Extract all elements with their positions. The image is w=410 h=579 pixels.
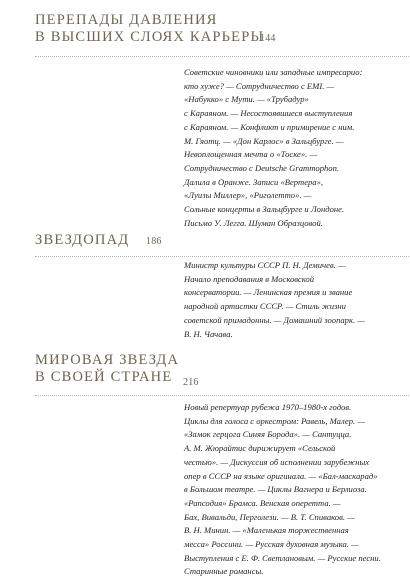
chapter-title-line-1: ЗВЕЗДОПАД (35, 232, 130, 248)
summary-line: опер в СССР на языке оригинала. — «Бал-маскарад» (184, 470, 378, 481)
summary-line: месса» Россини. — Русская духовная музыка. — (184, 539, 359, 550)
summary-line: Советские чиновники или западные импресарио: (184, 67, 363, 77)
dotted-rule (35, 56, 409, 57)
summary-line: кто хуже? — Сотрудничество с EMI. — (184, 80, 335, 91)
chapter-summary (184, 66, 398, 230)
chapter-summary (184, 401, 398, 579)
chapter-page-number: 144 (260, 33, 276, 44)
chapter-title-line-1: ПЕРЕПАДЫ ДАВЛЕНИЯ (35, 12, 218, 28)
summary-line: Старинные романсы. (184, 566, 264, 577)
summary-line: Далила в Оранже. Записи «Вертера», (184, 176, 324, 187)
summary-line: Циклы для голоса с оркестром: Равель, Малер. — (184, 415, 365, 426)
summary-line: А. М. Жюрайтис дирижирует «Сельской (184, 443, 336, 454)
summary-line: Сотрудничество с Deutsche Grammophon. (184, 162, 340, 173)
summary-line: в Большом театре. — Циклы Вагнера и Берлиоза. (184, 484, 367, 495)
summary-line: Министр культуры СССР П. Н. Демичев. — (184, 260, 346, 270)
summary-line: В. Н. Чачава. (184, 328, 233, 339)
summary-line: «Набукко» с Мути. — «Трубадур» (184, 94, 309, 105)
summary-line: Выступления с Е. Ф. Светлановым. — Русские песни. (184, 552, 381, 563)
chapter-title (35, 12, 264, 46)
chapter-title-line-2: В СВОЕЙ СТРАНЕ (35, 369, 173, 385)
summary-line: «Замок герцога Синяя Борода». — Сантуцца. (184, 429, 352, 440)
summary-line: «Луизы Миллер», «Риголетто». — (184, 190, 312, 201)
chapter-title-line-1: МИРОВАЯ ЗВЕЗДА (35, 352, 180, 368)
chapter-page-number: 186 (146, 236, 162, 247)
summary-line: Новый репертуар рубежа 1970–1980-х годов. (184, 402, 352, 412)
summary-line: М. Гяотц. — «Дон Карлос» в Зальцбурге. — (184, 135, 344, 146)
summary-line: с Караяном. — Несостоявшиеся выступления (184, 108, 353, 119)
summary-line: Бах, Вивальди, Перголези. — В. Т. Спиваков. — (184, 511, 355, 522)
summary-line: Начало преподавания в Московской (184, 273, 315, 284)
summary-line: с Караяном. — Конфликт и примирение с ним. (184, 121, 355, 132)
chapter-summary (184, 259, 398, 341)
chapter-page-number: 216 (183, 377, 199, 388)
summary-line: советской примадонны. — Домашний зоопарк. — (184, 314, 365, 325)
summary-line: Письмо У. Легга. Шуман Образцовой. (184, 217, 323, 228)
dotted-rule (35, 395, 409, 396)
chapter-title (35, 352, 179, 386)
chapter-title-line-2: В ВЫСШИХ СЛОЯХ КАРЬЕРЫ (35, 29, 265, 45)
summary-line: «Рапсодия» Брамса. Венская оперетта. — (184, 497, 341, 508)
chapter-title (35, 232, 129, 249)
summary-line: народной артистки СССР. — Стиль жизни (184, 301, 346, 312)
summary-line: Невоплощенная мечта о «Тоске». — (184, 149, 318, 160)
summary-line: В. Н. Минин. — «Маленькая торжественная (184, 525, 349, 536)
dotted-rule (35, 256, 409, 257)
summary-line: честью». — Дискуссия об исполнении зарубежных (184, 456, 370, 467)
summary-line: консерватории. — Ленинская премия и звание (184, 287, 353, 298)
summary-line: Сольные концерты в Зальцбурге и Лондоне. (184, 204, 345, 215)
